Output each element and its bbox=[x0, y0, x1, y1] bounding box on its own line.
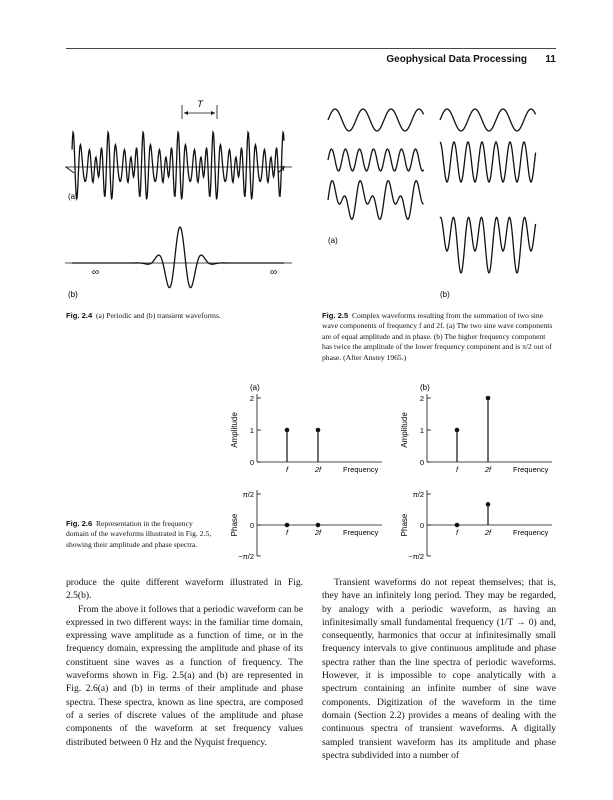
fig26-amp-a-point bbox=[316, 428, 321, 433]
fig26-amp-a-tick-label: 0 bbox=[249, 458, 254, 467]
fig26-phase-b-category-label: 2f bbox=[484, 528, 492, 537]
fig24-caption-text: (a) Periodic and (b) transient waveforms. bbox=[95, 311, 221, 320]
header-rule bbox=[66, 48, 556, 49]
body-right-para-1: Transient waveforms do not repeat themselves; that is, they have an infinitely long period. They may be regarded, by analogy with a periodic waveform, as having an infinitesimally small fundamental frequency (1/T → 0) and, consequently, harmonics that occur at infinitesimally small frequency intervals to give continuous amplitude and phase spectra rather than the line spectra of periodic waveforms. However, it is impossible to cope analytically with a spectrum containing an infinite number of sine wave components. Digitization of the waveform in the time domain (Section 2.2) provides a means of dealing with the continuous spectra of transient waveforms. A digitally sampled transient waveform has its amplitude and phase spectra subdivided into a number of bbox=[322, 577, 556, 761]
transient-waveform bbox=[65, 227, 292, 299]
fig25-column-b bbox=[440, 109, 536, 299]
fig26-phase-b-tick-label: π/2 bbox=[412, 490, 424, 499]
running-header-title: Geophysical Data Processing bbox=[386, 54, 527, 65]
fig25-panel-b: (b) bbox=[440, 290, 450, 299]
fig24-panel-b: (b) bbox=[68, 290, 78, 299]
fig26-caption-text: Representation in the frequency domain of the waveforms illustrated in Fig. 2.5, showing their amplitude and phase spectra. bbox=[66, 519, 212, 549]
fig26-amp-b-tick-label: 0 bbox=[419, 458, 424, 467]
figure-2-5 bbox=[322, 98, 562, 303]
fig26-phase-b-category-label: f bbox=[455, 528, 459, 537]
fig26-phase-b-xlabel: Frequency bbox=[513, 528, 549, 537]
fig26-amp-a-ylabel: Amplitude bbox=[230, 412, 239, 448]
body-left-column bbox=[66, 576, 303, 749]
infinity-left: ∞ bbox=[92, 267, 100, 278]
fig26-amp-b-ylabel: Amplitude bbox=[400, 412, 409, 448]
fig26-amp-b-point bbox=[486, 396, 491, 401]
fig26-phase-a-xlabel: Frequency bbox=[343, 528, 379, 537]
fig26-amp-a-point bbox=[285, 428, 290, 433]
fig26-phase-a-point bbox=[316, 523, 321, 528]
fig26-caption-label: Fig. 2.6 bbox=[66, 519, 93, 528]
fig26-amp-a-xlabel: Frequency bbox=[343, 465, 379, 474]
fig26-amp-a-tick-label: 2 bbox=[249, 394, 254, 403]
body-right-column bbox=[322, 576, 556, 762]
fig24-caption bbox=[66, 311, 296, 321]
fig26-amp-a-panel-label: (a) bbox=[250, 383, 260, 392]
fig26-amp-a-category-label: f bbox=[285, 465, 289, 474]
fig26-phase-b-point bbox=[455, 523, 460, 528]
fig26-caption bbox=[66, 519, 216, 550]
fig26-phase-b-tick-label: 0 bbox=[419, 521, 424, 530]
fig26-plots bbox=[230, 383, 552, 561]
fig26-phase-a-tick-label: π/2 bbox=[242, 490, 254, 499]
fig25-panel-a: (a) bbox=[328, 236, 338, 245]
fig26-amp-b-point bbox=[455, 428, 460, 433]
figure-2-6 bbox=[225, 378, 565, 568]
fig25-caption-text: Complex waveforms resulting from the summation of two sine wave components of frequency f and 2f. (a) The two sine wave components are of equal amplitude and in phase. (b) The higher frequency component has twice the amplitude of the lower frequency component and is π/2 out of phase. (After Anstey 1965.) bbox=[322, 311, 553, 362]
fig26-phase-a-tick-label: 0 bbox=[249, 521, 254, 530]
fig26-amp-b-category-label: f bbox=[455, 465, 459, 474]
fig24-caption-label: Fig. 2.4 bbox=[66, 311, 93, 320]
fig26-phase-a-tick-label: −π/2 bbox=[238, 552, 254, 561]
fig26-amp-b-tick-label: 1 bbox=[419, 426, 424, 435]
page-number: 11 bbox=[545, 54, 556, 65]
fig26-amp-a-category-label: 2f bbox=[314, 465, 322, 474]
periodic-waveform bbox=[65, 99, 292, 201]
fig26-amp-b-category-label: 2f bbox=[484, 465, 492, 474]
infinity-right: ∞ bbox=[270, 267, 278, 278]
body-left-para-1: produce the quite different waveform illustrated in Fig. 2.5(b). bbox=[66, 577, 303, 602]
fig25-caption-label: Fig. 2.5 bbox=[322, 311, 349, 320]
fig26-phase-a-category-label: 2f bbox=[314, 528, 322, 537]
fig26-amp-a-tick-label: 1 bbox=[249, 426, 254, 435]
fig26-phase-a-category-label: f bbox=[285, 528, 289, 537]
fig26-phase-a-ylabel: Phase bbox=[230, 513, 239, 537]
figure-2-4 bbox=[62, 95, 302, 305]
fig26-phase-b-point bbox=[486, 502, 491, 507]
fig26-phase-a-point bbox=[285, 523, 290, 528]
fig26-phase-b-ylabel: Phase bbox=[400, 513, 409, 537]
period-label: T bbox=[197, 99, 203, 109]
fig26-amp-b-xlabel: Frequency bbox=[513, 465, 549, 474]
fig25-column-a bbox=[328, 109, 424, 245]
fig24-panel-a: (a) bbox=[68, 192, 78, 201]
fig26-amp-b-panel-label: (b) bbox=[420, 383, 430, 392]
fig26-phase-b-tick-label: −π/2 bbox=[408, 552, 424, 561]
body-left-para-2: From the above it follows that a periodic waveform can be expressed in two different ways: in the familiar time domain, expressing wave amplitude as a function of time, or in the frequency domain, expressing the amplitude and phase of its constituent sine waves as a function of frequency. The waveforms shown in Fig. 2.5(a) and (b) are represented in Fig. 2.6(a) and (b) in terms of their amplitude and phase spectra. These spectra, known as line spectra, are composed of a series of discrete values of the amplitude and phase components of the waveform at set frequency values distributed between 0 Hz and the Nyquist frequency. bbox=[66, 603, 303, 748]
fig25-caption bbox=[322, 311, 556, 363]
fig26-amp-b-tick-label: 2 bbox=[419, 394, 424, 403]
